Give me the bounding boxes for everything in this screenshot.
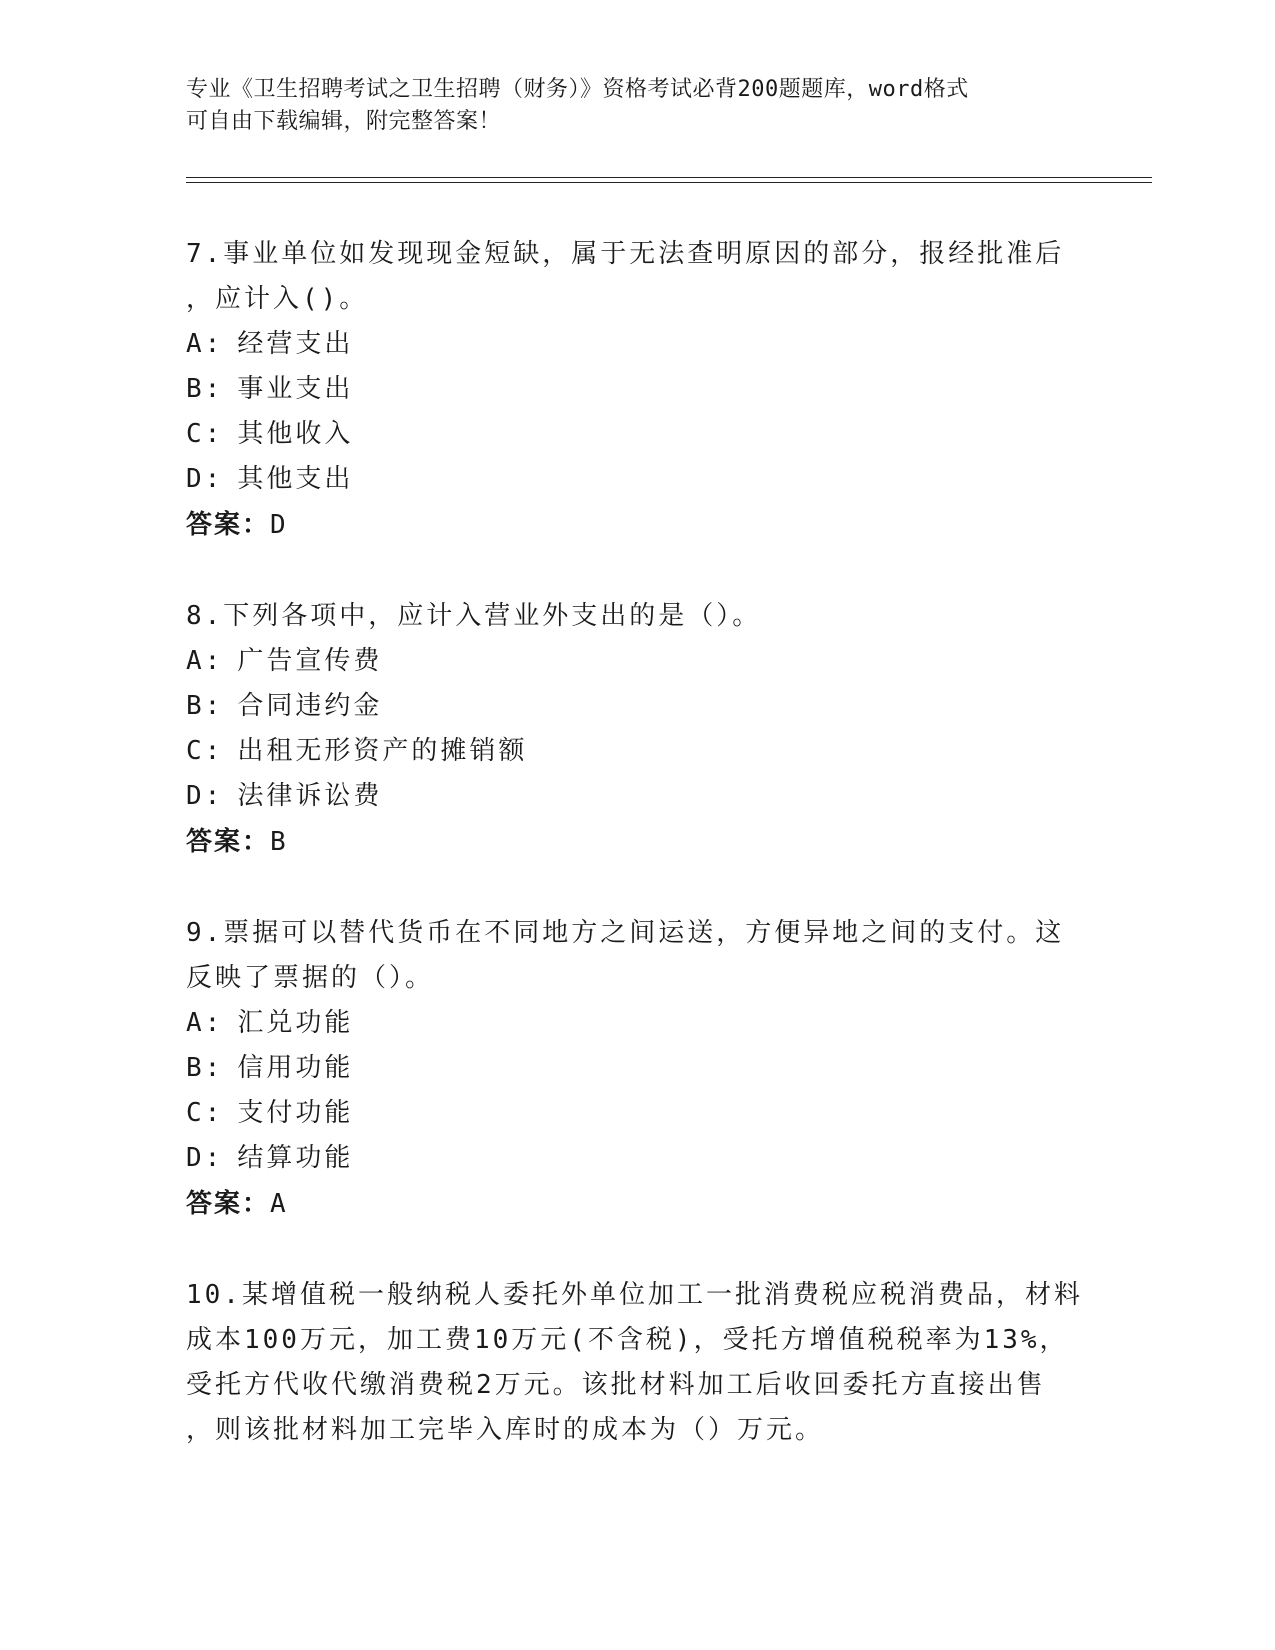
option-text: 汇兑功能 bbox=[237, 1008, 354, 1038]
option-text: 出租无形资产的摊销额 bbox=[237, 736, 528, 766]
question-list bbox=[186, 232, 1086, 1499]
option-text: 结算功能 bbox=[237, 1143, 354, 1173]
question-text-line: ，应计入()。 bbox=[186, 284, 369, 314]
option-text: 信用功能 bbox=[237, 1053, 354, 1083]
option-letter: A: bbox=[186, 1008, 224, 1038]
question-7 bbox=[186, 232, 1086, 548]
answer-label: 答案： bbox=[186, 827, 271, 857]
answer-value: D bbox=[270, 510, 288, 540]
option-letter: B: bbox=[186, 1053, 224, 1083]
answer bbox=[186, 502, 1086, 548]
option-letter: C: bbox=[186, 419, 224, 449]
answer bbox=[186, 819, 1086, 865]
header-line-1: 专业《卫生招聘考试之卫生招聘（财务）》资格考试必背200题题库，word格式 bbox=[186, 77, 969, 102]
question-10 bbox=[186, 1273, 1086, 1453]
option-text: 法律诉讼费 bbox=[237, 781, 383, 811]
question-text-line: 10.某增值税一般纳税人委托外单位加工一批消费税应税消费品，材料 bbox=[186, 1280, 1083, 1310]
option-letter: B: bbox=[186, 374, 224, 404]
option-letter: A: bbox=[186, 646, 224, 676]
option-letter: C: bbox=[186, 736, 224, 766]
header-divider-bottom bbox=[186, 182, 1152, 183]
answer-value: A bbox=[270, 1189, 288, 1219]
option-a bbox=[186, 1001, 1086, 1046]
option-text: 合同违约金 bbox=[237, 691, 383, 721]
header-line-2: 可自由下载编辑，附完整答案！ bbox=[186, 109, 502, 134]
answer bbox=[186, 1181, 1086, 1227]
option-text: 广告宣传费 bbox=[237, 646, 383, 676]
option-c bbox=[186, 412, 1086, 457]
question-8 bbox=[186, 594, 1086, 865]
option-c bbox=[186, 729, 1086, 774]
question-9 bbox=[186, 911, 1086, 1227]
option-d bbox=[186, 1136, 1086, 1181]
option-letter: D: bbox=[186, 464, 224, 494]
option-d bbox=[186, 774, 1086, 819]
answer-label: 答案： bbox=[186, 510, 271, 540]
answer-label: 答案： bbox=[186, 1189, 271, 1219]
question-text-line: 受托方代收代缴消费税2万元。该批材料加工后收回委托方直接出售 bbox=[186, 1370, 1046, 1400]
option-b bbox=[186, 1046, 1086, 1091]
question-text-line: 9.票据可以替代货币在不同地方之间运送，方便异地之间的支付。这 bbox=[186, 918, 1065, 948]
question-text-line: 反映了票据的（）。 bbox=[186, 963, 435, 993]
option-text: 事业支出 bbox=[237, 374, 354, 404]
option-text: 其他收入 bbox=[237, 419, 354, 449]
option-a bbox=[186, 322, 1086, 367]
header-divider-top bbox=[186, 177, 1152, 178]
option-b bbox=[186, 684, 1086, 729]
option-letter: C: bbox=[186, 1098, 224, 1128]
option-d bbox=[186, 457, 1086, 502]
question-text-line: 8.下列各项中，应计入营业外支出的是（）。 bbox=[186, 601, 762, 631]
option-text: 经营支出 bbox=[237, 329, 354, 359]
answer-value: B bbox=[270, 827, 288, 857]
option-text: 支付功能 bbox=[237, 1098, 354, 1128]
option-text: 其他支出 bbox=[237, 464, 354, 494]
question-text-line: 成本100万元，加工费10万元(不含税)，受托方增值税税率为13%， bbox=[186, 1325, 1069, 1355]
option-letter: D: bbox=[186, 1143, 224, 1173]
option-b bbox=[186, 367, 1086, 412]
question-text-line: ，则该批材料加工完毕入库时的成本为（）万元。 bbox=[186, 1415, 825, 1445]
document-header bbox=[186, 74, 1066, 138]
option-letter: B: bbox=[186, 691, 224, 721]
option-letter: D: bbox=[186, 781, 224, 811]
option-letter: A: bbox=[186, 329, 224, 359]
option-a bbox=[186, 639, 1086, 684]
option-c bbox=[186, 1091, 1086, 1136]
question-text-line: 7.事业单位如发现现金短缺，属于无法查明原因的部分，报经批准后 bbox=[186, 239, 1065, 269]
